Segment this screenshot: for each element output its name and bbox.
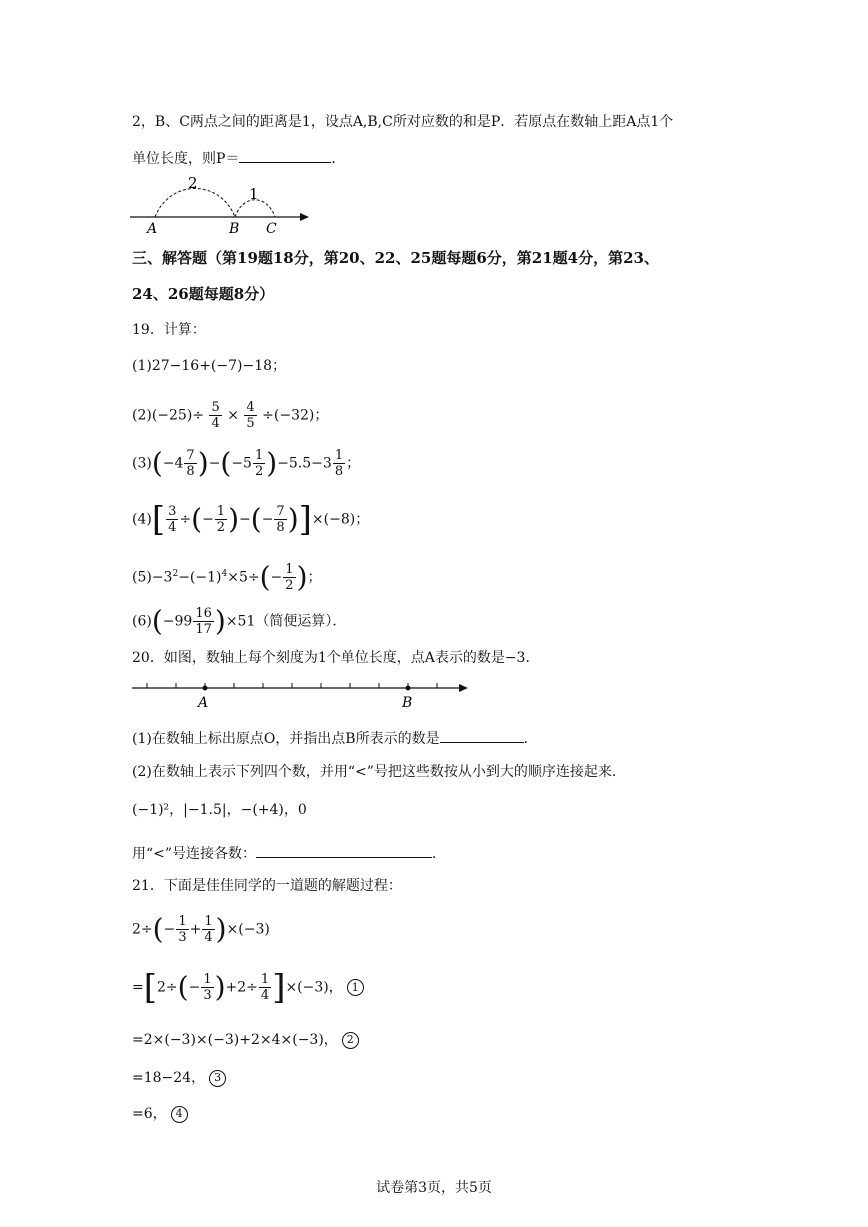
q20-part1: (1)在数轴上标出原点O，并指出点B所表示的数是 ． xyxy=(132,728,538,749)
q19-p4-frac1: $\frac{3}{4}$ xyxy=(168,504,177,535)
q18-point-a: A xyxy=(147,221,158,236)
q18-line2-end: ． xyxy=(331,151,346,167)
q18-arc1-label: 2 xyxy=(188,174,198,192)
section3-title-line1: 三、解答题（第19题18分，第20、22、25题每题6分，第21题4分，第23、 xyxy=(132,249,659,267)
q20-axis-arrow xyxy=(459,684,468,692)
q19-p3-frac-b: $\frac{1}{2}$ xyxy=(254,448,264,479)
q19-p4-prefix: (4) xyxy=(132,511,152,528)
q18-line2 xyxy=(132,148,345,169)
q21-s1-frac2: $\frac{1}{4}$ xyxy=(260,972,270,1003)
q19-p4-frac2: $\frac{1}{2}$ xyxy=(216,504,226,535)
q19-part3: (3)(−4 $\frac{7}{8}$ )−(−5 $\frac{1}{2}$ )−5.5−3 $\frac{1}{8}$ ； xyxy=(132,446,361,480)
q19-part2 xyxy=(132,400,328,431)
q21-step1: =[2÷(− $\frac{1}{3}$ )+2÷ $\frac{1}{4}$ ]×(−3)， 1 xyxy=(132,972,364,1003)
q19-part5: $(5)-3^2-(-1)^4\times 5\div(-$ $\frac{1}{2}$ )； xyxy=(132,560,322,594)
q20-numbers: (−1)²，|−1.5|，−(+4)，0 xyxy=(132,802,307,818)
answer-blank-q18[interactable] xyxy=(239,148,331,163)
q20-point-b-label: B xyxy=(402,695,413,711)
q21-expr-frac2: $\frac{1}{4}$ xyxy=(204,914,213,945)
q21-title: 21．下面是佳佳同学的一道题的解题过程： xyxy=(132,878,402,894)
q20-title: 20．如图，数轴上每个刻度为1个单位长度，点A表示的数是−3． xyxy=(132,650,540,666)
q18-number-line-diagram xyxy=(125,174,325,236)
q21-expr-frac1: $\frac{1}{3}$ xyxy=(178,914,187,945)
q19-p2-frac2: $\frac{4}{5}$ xyxy=(246,400,255,431)
q18-axis-arrow xyxy=(300,213,309,221)
q19-p3-frac-a: $\frac{7}{8}$ xyxy=(186,448,195,479)
q19-title: 19．计算： xyxy=(132,322,206,338)
q18-point-c: C xyxy=(266,221,277,236)
q19-p4-frac3: $\frac{7}{8}$ xyxy=(276,504,285,535)
q20-number-line xyxy=(128,678,478,712)
q19-part6: (6)(−99 $\frac{16}{17}$ )×51（简便运算）． xyxy=(132,604,347,638)
page-footer: 试卷第3页，共5页 xyxy=(376,1180,492,1196)
q18-arc-ab xyxy=(155,189,235,218)
q20-part2: (2)在数轴上表示下列四个数，并用“<”号把这些数按从小到大的顺序连接起来． xyxy=(132,764,626,780)
q21-step4: =6， 4 xyxy=(132,1104,188,1124)
q21-step2: =2×(−3)×(−3)+2×4×(−3)， 2 xyxy=(132,1030,359,1050)
q19-p2-prefix: (2)(−25)÷ xyxy=(132,407,205,424)
q21-expression: 2÷(− $\frac{1}{3}$ + $\frac{1}{4}$ )×(−3) xyxy=(132,912,270,946)
q18-line1: 2，B、C两点之间的距离是1，设点A,B,C所对应数的和是P．若原点在数轴上距A点1个 xyxy=(132,114,674,130)
q19-p2-mid: × xyxy=(227,407,239,424)
q20-point-a-dot xyxy=(203,686,208,691)
q19-p6-frac: $\frac{16}{17}$ xyxy=(195,606,212,637)
answer-blank-q20-1[interactable] xyxy=(440,728,524,743)
q19-part1: (1)27−16+(−7)−18； xyxy=(132,358,287,374)
q19-p2-suffix: ÷(−32)； xyxy=(262,407,329,424)
q20-connect: 用“<”号连接各数： ． xyxy=(132,843,446,864)
q19-p2-frac1: $\frac{5}{4}$ xyxy=(211,400,220,431)
q20-point-b-dot xyxy=(406,686,411,691)
q19-p3-prefix: (3) xyxy=(132,455,152,472)
q21-s1-frac1: $\frac{1}{3}$ xyxy=(203,972,212,1003)
q21-step3: =18−24， 3 xyxy=(132,1068,226,1088)
step-marker-3: 3 xyxy=(209,1070,226,1087)
q20-ticks xyxy=(147,683,437,688)
q19-part4: (4)[ $\frac{3}{4}$ ÷(− $\frac{1}{2}$ )−(− $\frac{7}{8}$ )]×(−8)； xyxy=(132,499,370,540)
q18-line2-text: 单位长度，则P＝ xyxy=(132,151,240,167)
step-marker-4: 4 xyxy=(171,1106,188,1123)
q18-point-b: B xyxy=(229,221,240,236)
step-marker-2: 2 xyxy=(342,1032,359,1049)
section3-title-line2: 24、26题每题8分） xyxy=(132,285,275,303)
step-marker-1: 1 xyxy=(347,979,364,996)
q20-point-a-label: A xyxy=(198,695,209,711)
q19-p5-frac: $\frac{1}{2}$ xyxy=(285,562,294,593)
answer-blank-q20-2[interactable] xyxy=(256,843,432,858)
q18-arc2-label: 1 xyxy=(249,185,259,203)
q19-p3-frac-c: $\frac{1}{8}$ xyxy=(334,448,344,479)
